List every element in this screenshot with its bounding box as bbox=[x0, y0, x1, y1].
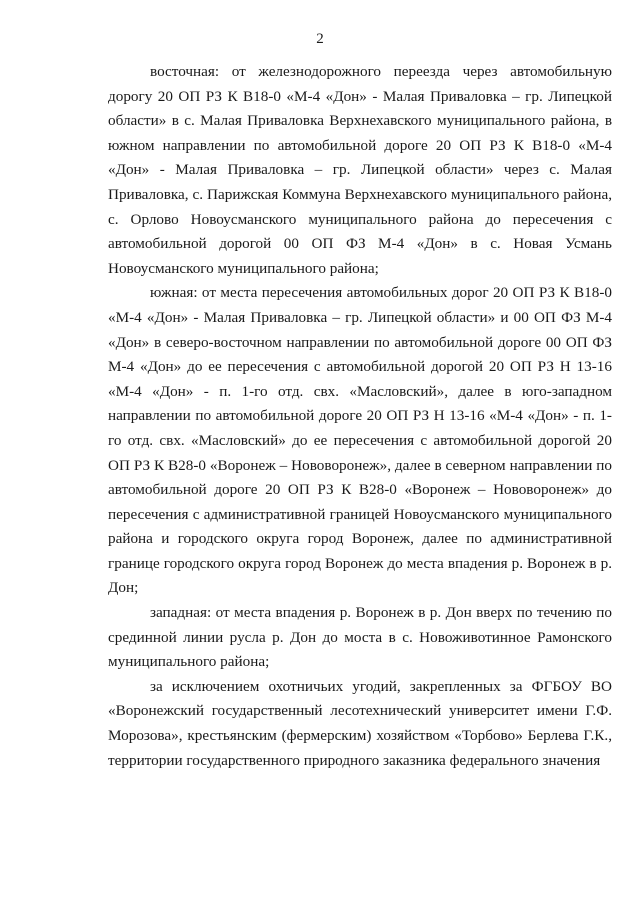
paragraph-western-boundary: западная: от места впадения р. Воронеж в р. Дон вверх по течению по срединной линии русла р. Дон до моста в с. Новоживотинное Рамонского муниципального района; bbox=[108, 604, 612, 671]
paragraph-exclusions: за исключением охотничьих угодий, закрепленных за ФГБОУ ВО «Воронежский государственный лесотехнический университет имени Г.Ф. Морозова», крестьянским (фермерским) хозяйством «Торбово» Берлева Г.К., территории государственного природного заказника федерального значения bbox=[108, 677, 612, 769]
paragraph-eastern-boundary: восточная: от железнодорожного переезда через автомобильную дорогу 20 ОП РЗ К В18-0 «М-4 «Дон» - Малая Приваловка – гр. Липецкой области» в с. Малая Приваловка Верхнехавского муниципального района, в южном направлении по автомобильной дороге 20 ОП РЗ К В18-0 «М-4 «Дон» - Малая Приваловка – гр. Липецкой области» через с. Малая Приваловка, с. Парижская Коммуна Верхнехавского муниципального района, с. Орлово Новоусманского муниципального района до пересечения с автомобильной дорогой 00 ОП ФЗ М-4 «Дон» в с. Новая Усмань Новоусманского муниципального района; bbox=[108, 63, 612, 277]
paragraph-southern-boundary: южная: от места пересечения автомобильных дорог 20 ОП РЗ К В18-0 «М-4 «Дон» - Малая Приваловка – гр. Липецкой области» и 00 ОП ФЗ М-4 «Дон» в северо-восточном направлении по автомобильной дороге 00 ОП ФЗ М-4 «Дон» до ее пересечения с автомобильной дорогой 20 ОП РЗ Н 13-16 «М-4 «Дон» - п. 1-го отд. свх. «Масловский», далее в юго-западном направлении по автомобильной дороге 20 ОП РЗ Н 13-16 «М-4 «Дон» - п. 1-го отд. свх. «Масловский» до ее пересечения с автомобильной дорогой 20 ОП РЗ К В28-0 «Воронеж – Нововоронеж», далее в северном направлении по автомобильной дороге 20 ОП РЗ К В28-0 «Воронеж – Нововоронеж» до пересечения с административной границей Новоусманского муниципального района и городского округа город Воронеж, далее по административной границе городского округа город Воронеж до места впадения р. Воронеж в р. Дон; bbox=[108, 284, 612, 597]
page-number: 2 bbox=[316, 31, 324, 47]
document-body bbox=[108, 60, 612, 773]
